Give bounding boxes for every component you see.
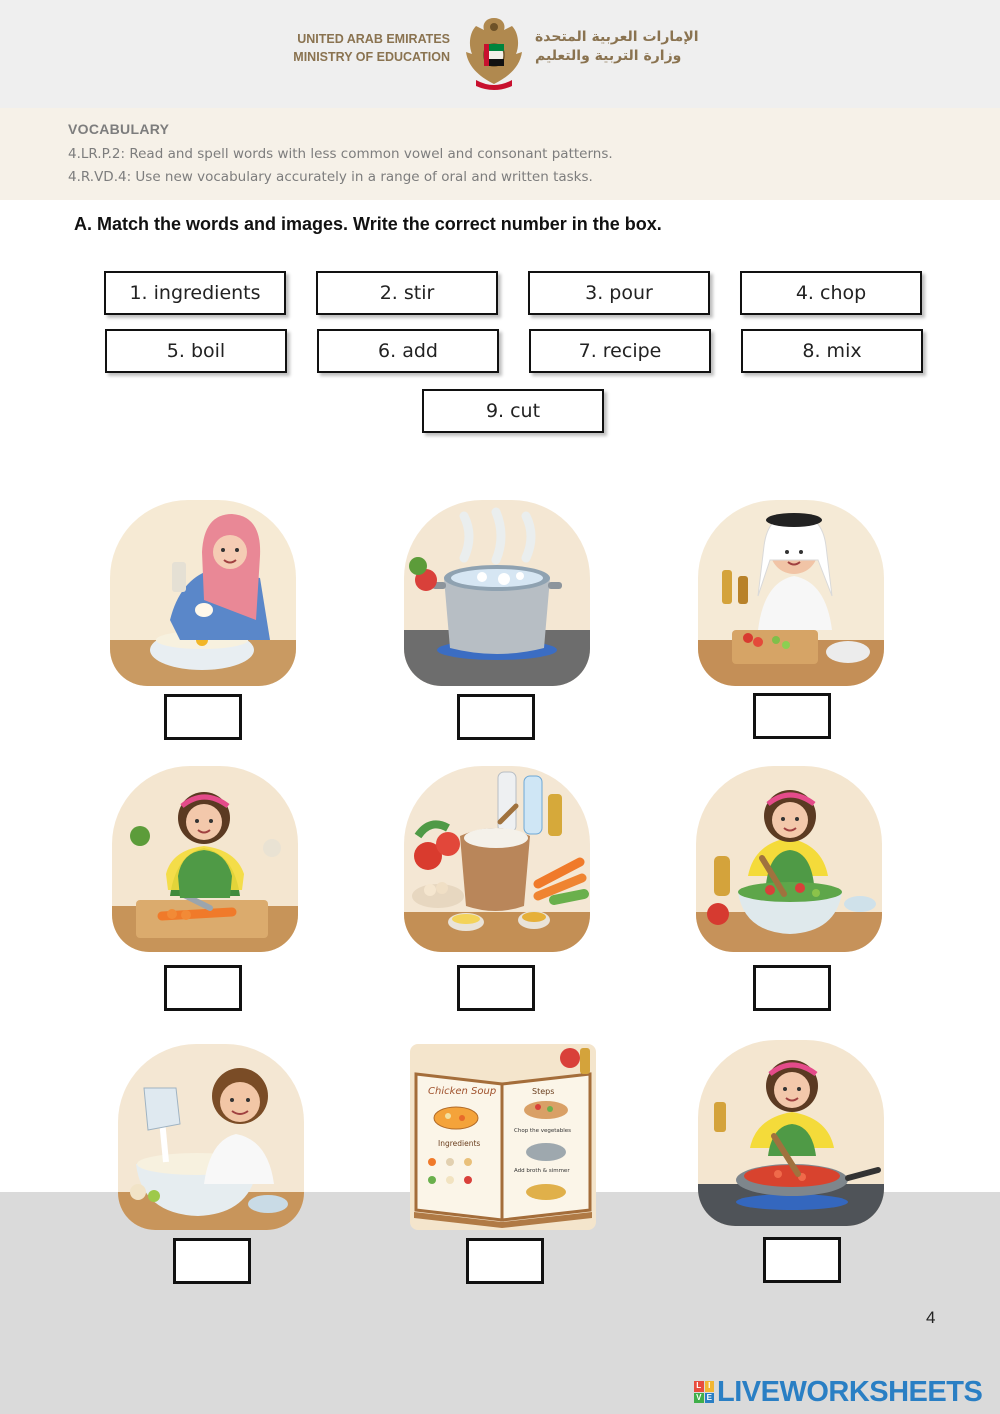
ministry-name-english: UNITED ARAB EMIRATES MINISTRY OF EDUCATION	[293, 32, 450, 64]
ingredients-label: Ingredients	[438, 1139, 481, 1148]
recipe-book-title: Chicken Soup	[428, 1086, 497, 1097]
vocabulary-title: VOCABULARY	[68, 121, 170, 137]
word-card: 2. stir	[316, 271, 498, 315]
word-card: 1. ingredients	[104, 271, 286, 315]
boy-pouring-milk-icon	[118, 1044, 304, 1230]
word-card: 9. cut	[422, 389, 604, 433]
uae-emblem-icon	[462, 14, 526, 92]
answer-box[interactable]	[753, 965, 831, 1011]
ingredients-spread-icon	[404, 766, 590, 952]
steps-label: Steps	[532, 1087, 555, 1096]
girl-stirring-pan-icon	[698, 1040, 884, 1226]
answer-box[interactable]	[466, 1238, 544, 1284]
recipe-step-1: Chop the vegetables	[514, 1128, 572, 1134]
section-a-instruction: A. Match the words and images. Write the correct number in the box.	[74, 214, 662, 234]
page-number: 4	[926, 1308, 936, 1327]
girl-cutting-carrots-icon	[112, 766, 298, 952]
liveworksheets-logo[interactable]	[694, 1376, 982, 1408]
word-card: 5. boil	[105, 329, 287, 373]
answer-box[interactable]	[164, 694, 242, 740]
ministry-name-arabic: الإمارات العربية المتحدة وزارة التربية والتعليم	[535, 29, 699, 64]
learning-outcome: 4.R.VD.4: Use new vocabulary accurately in a range of oral and written tasks.	[68, 169, 593, 185]
girl-mixing-salad-icon	[696, 766, 882, 952]
word-card: 6. add	[317, 329, 499, 373]
answer-box[interactable]	[457, 694, 535, 740]
liveworksheets-wordmark: LIVEWORKSHEETS	[717, 1375, 983, 1408]
answer-box[interactable]	[457, 965, 535, 1011]
answer-box[interactable]	[763, 1237, 841, 1283]
answer-box[interactable]	[173, 1238, 251, 1284]
recipe-book-icon	[410, 1044, 596, 1230]
ministry-header	[0, 0, 1000, 108]
answer-box[interactable]	[164, 965, 242, 1011]
recipe-step-2: Add broth & simmer	[514, 1168, 570, 1174]
word-card: 3. pour	[528, 271, 710, 315]
boiling-pot-icon	[404, 500, 590, 686]
girl-cracking-egg-icon	[110, 500, 296, 686]
liveworksheets-icon: L I V E	[694, 1381, 714, 1403]
word-card: 4. chop	[740, 271, 922, 315]
answer-box[interactable]	[753, 693, 831, 739]
learning-outcome: 4.LR.P.2: Read and spell words with less common vowel and consonant patterns.	[68, 146, 613, 162]
word-card: 8. mix	[741, 329, 923, 373]
word-card: 7. recipe	[529, 329, 711, 373]
boy-chopping-vegetables-icon	[698, 500, 884, 686]
